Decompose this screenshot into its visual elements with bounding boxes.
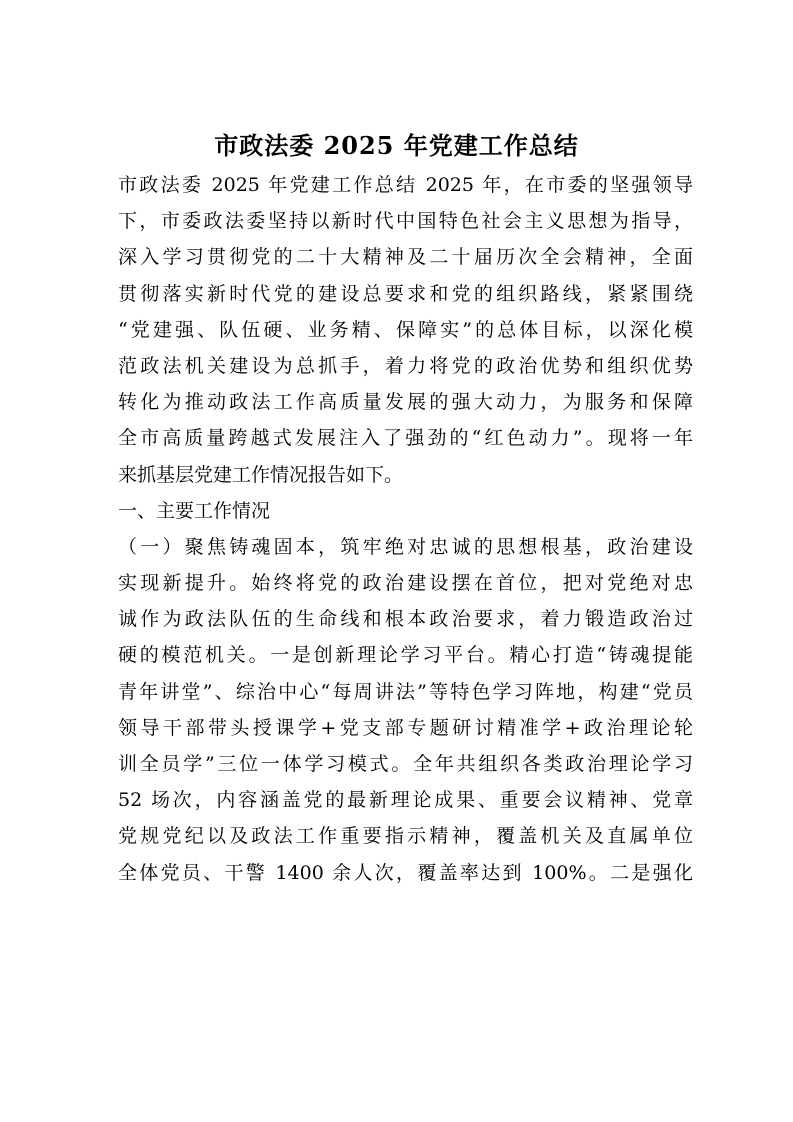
body-line: 来抓基层党建工作情况报告如下。: [118, 463, 404, 486]
body-line: （一）聚焦铸魂固本，筑牢绝对忠诚的思想根基，政治建设: [118, 535, 693, 558]
body-line: 硬的模范机关。一是创新理论学习平台。精心打造“铸魂提能: [118, 644, 693, 667]
body-line: 党规党纪以及政法工作重要指示精神，覆盖机关及直属单位: [118, 825, 693, 848]
body-line: 诚作为政法队伍的生命线和根本政治要求，着力锻造政治过: [118, 608, 693, 631]
body-line: 转化为推动政法工作高质量发展的强大动力，为服务和保障: [118, 391, 693, 414]
section-heading: 一、主要工作情况: [118, 499, 271, 522]
body-line: 青年讲堂”、综治中心“每周讲法”等特色学习阵地，构建“党员: [118, 680, 693, 703]
body-line: 实现新提升。始终将党的政治建设摆在首位，把对党绝对忠: [118, 572, 693, 595]
body-line: 52 场次，内容涵盖党的最新理论成果、重要会议精神、党章: [118, 789, 693, 812]
body-line: “党建强、队伍硬、业务精、保障实”的总体目标，以深化模: [118, 318, 693, 341]
body-line: 领导干部带头授课学+党支部专题研讨精准学+政治理论轮: [118, 716, 693, 739]
document-title: 市政法委 2025 年党建工作总结: [214, 131, 579, 160]
body-line: 下，市委政法委坚持以新时代中国特色社会主义思想为指导，: [118, 210, 693, 233]
body-line: 范政法机关建设为总抓手，着力将党的政治优势和组织优势: [118, 354, 693, 377]
body-line: 全市高质量跨越式发展注入了强劲的“红色动力”。现将一年: [118, 427, 693, 450]
document-body: [118, 167, 693, 891]
body-line: 全体党员、干警 1400 余人次，覆盖率达到 100%。二是强化: [118, 861, 693, 884]
body-line: 训全员学”三位一体学习模式。全年共组织各类政治理论学习: [118, 753, 693, 775]
body-line: 市政法委 2025 年党建工作总结 2025 年，在市委的坚强领导: [118, 174, 693, 196]
body-line: 深入学习贯彻党的二十大精神及二十届历次全会精神，全面: [118, 246, 693, 269]
body-line: 贯彻落实新时代党的建设总要求和党的组织路线，紧紧围绕: [118, 282, 693, 305]
